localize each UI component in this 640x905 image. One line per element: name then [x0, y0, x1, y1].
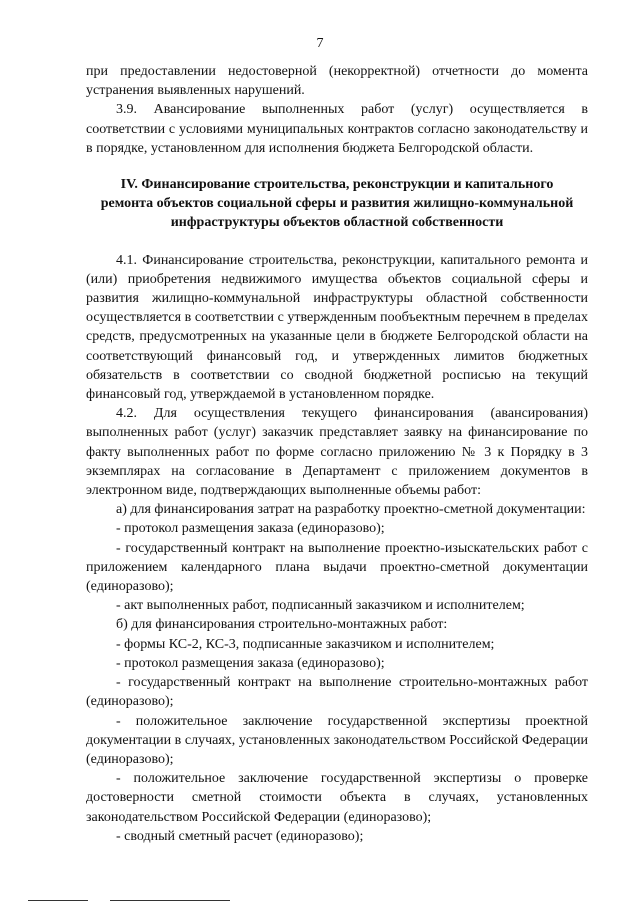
section-title-line: инфраструктуры объектов областной собственности — [170, 215, 504, 231]
list-item: - формы КС-2, КС-3, подписанные заказчиком и исполнителем; — [116, 636, 495, 652]
paragraph-continuation: при предоставлении недостоверной (некорректной) отчетности до момента устранения выявленных нарушений. — [86, 64, 588, 99]
document-body — [86, 62, 588, 846]
list-item: - государственный контракт на выполнение проектно-изыскательских работ с приложением календарного плана выдачи проектно-сметной документации (единоразово); — [86, 540, 588, 595]
page-number: 7 — [316, 36, 324, 51]
list-item: - положительное заключение государственной экспертизы о проверке достоверности сметной стоимости объекта в случаях, установленных законодательством Российской Федерации (единоразово); — [86, 771, 588, 825]
list-item: - акт выполненных работ, подписанный заказчиком и исполнителем; — [116, 598, 525, 614]
list-item: - протокол размещения заказа (единоразово); — [116, 521, 385, 537]
section-title-line: ремонта объектов социальной сферы и развития жилищно-коммунальной — [100, 196, 574, 212]
paragraph-4-2: 4.2. Для осуществления текущего финансирования (авансирования) выполненных работ (услуг) заказчик представляет заявку на финансирование по факту выполненных работ по форме согласно приложению № 3 к Порядку в 3 экземплярах на согласование в Департамент с приложением документов в электронном виде, подтверждающих выполненные объемы работ: — [86, 406, 588, 499]
section-title — [86, 175, 588, 233]
section-title-line: IV. Финансирование строительства, реконструкции и капитального — [120, 177, 554, 193]
list-item-a: а) для финансирования затрат на разработку проектно-сметной документации: — [116, 502, 586, 518]
list-item: - государственный контракт на выполнение строительно-монтажных работ (единоразово); — [86, 675, 588, 710]
paragraph-3-9: 3.9. Авансирование выполненных работ (услуг) осуществляется в соответствии с условиями муниципальных контрактов согласно законодательству и в порядке, установленном для исполнения бюджета Белгородской области. — [86, 102, 588, 156]
list-item: - положительное заключение государственной экспертизы проектной документации в случаях, установленных законодательством Российской Федерации (единоразово); — [86, 713, 588, 767]
list-item: - сводный сметный расчет (единоразово); — [116, 828, 364, 844]
scan-edge-mark — [110, 900, 230, 901]
list-item-b: б) для финансирования строительно-монтажных работ: — [116, 617, 448, 633]
paragraph-4-1: 4.1. Финансирование строительства, реконструкции, капитального ремонта и (или) приобретения недвижимого имущества объектов социальной сферы и развития жилищно-коммунальной инфраструктуры областной собственности осуществляется в соответствии с утвержденным пообъектным перечнем в пределах средств, предусмотренных на указанные цели в бюджете Белгородской области на соответствующий финансовый год, и утвержденных лимитов бюджетных обязательств в соответствии со сводной бюджетной росписью на текущий финансовый год, утверждаемой в установленном порядке. — [86, 252, 588, 403]
scan-edge-mark — [28, 900, 88, 901]
list-item: - протокол размещения заказа (единоразово); — [116, 655, 385, 671]
